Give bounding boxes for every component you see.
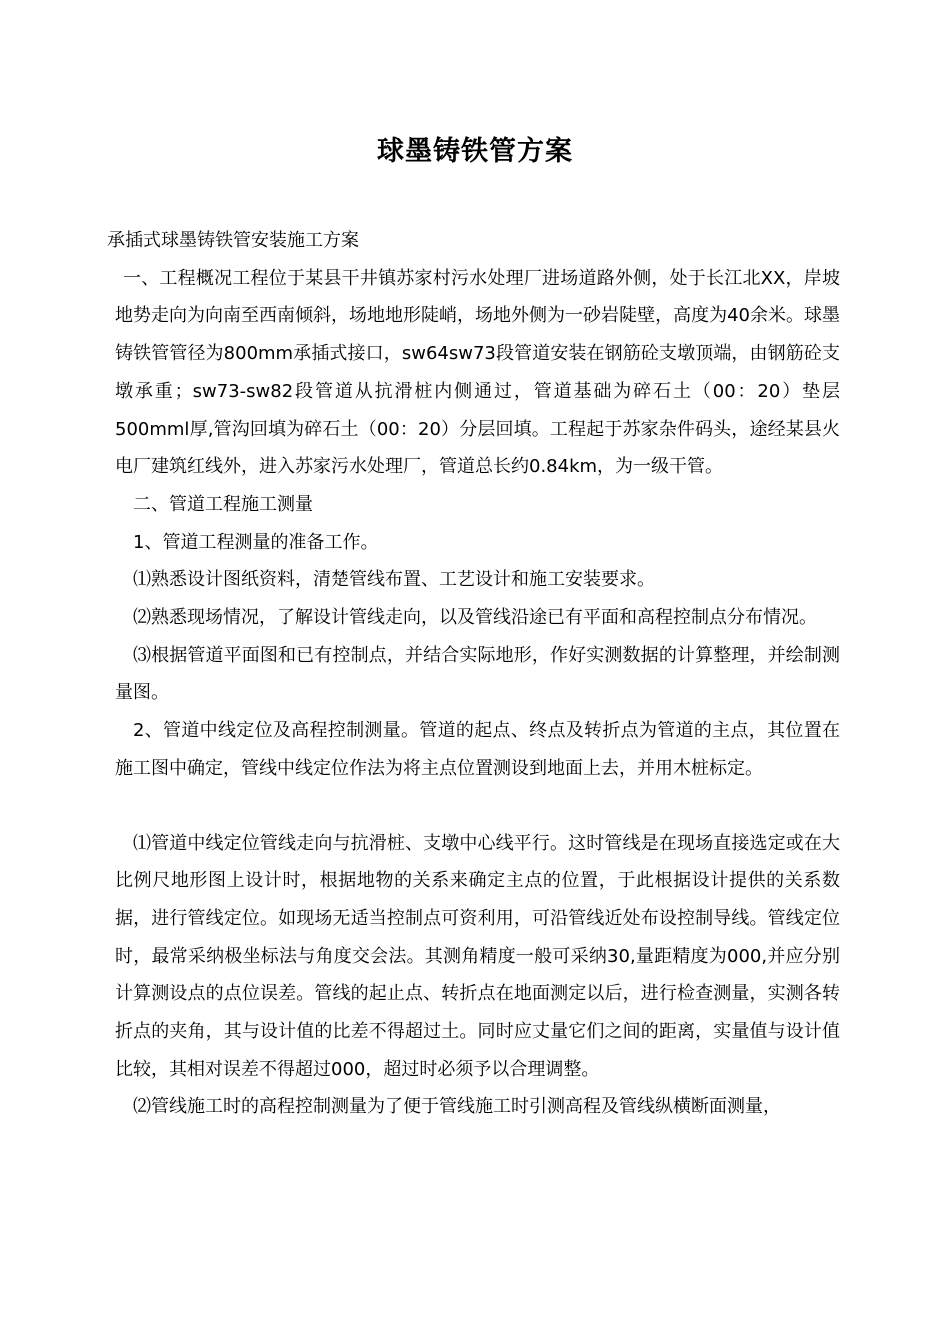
subsection-heading-preparation: 1、管道工程测量的准备工作。 xyxy=(133,531,379,553)
paragraph-elevation-control: ⑵管线施工时的高程控制测量为了便于管线施工时引测高程及管线纵横断面测量， xyxy=(133,1096,781,1118)
paragraph-overview: 一、工程概况工程位于某县干井镇苏家村污水处理厂进场道路外侧，处于长江北XX，岸坡地势走向为向南至西南倾斜，场地地形陡峭，场地外侧为一砂岩陡壁，高度为40余米。球墨铸铁管管径为800mm承插式接口，sw64sw73段管道安装在钢筋砼支墩顶端，由钢筋砼支墩承重；sw73-sw82段管道从抗滑桩内侧通过，管道基础为碎石土（00：20）垫层500mml厚,管沟回填为碎石土（00：20）分层回填。工程起于苏家杂件码头，途经某县火电厂建筑红线外，进入苏家污水处理厂，管道总长约0.84km，为一级干管。 xyxy=(115,267,840,478)
paragraph-gap xyxy=(115,788,840,825)
subsection-heading-centerline: 2、管道中线定位及高程控制测量。管道的起点、终点及转折点为管道的主点，其位置在施工图中确定，管线中线定位作法为将主点位置测设到地面上去，并用木桩标定。 xyxy=(115,720,840,779)
paragraph-item-1: ⑴熟悉设计图纸资料，清楚管线布置、工艺设计和施工安装要求。 xyxy=(133,569,655,591)
document-title: 球墨铸铁管方案 xyxy=(377,136,573,167)
paragraph-item-2: ⑵熟悉现场情况，了解设计管线走向，以及管线沿途已有平面和高程控制点分布情况。 xyxy=(133,607,817,629)
paragraph-item-3: ⑶根据管道平面图和已有控制点，并结合实际地形，作好实测数据的计算整理，并绘制测量图。 xyxy=(115,644,840,704)
paragraph-centerline-positioning: ⑴管道中线定位管线走向与抗滑桩、支墩中心线平行。这时管线是在现场直接选定或在大比例尺地形图上设计时，根据地物的关系来确定主点的位置，于此根据设计提供的关系数据，进行管线定位。如现场无适当控制点可资利用，可沿管线近处布设控制导线。管线定位时，最常采纳极坐标法与角度交会法。其测角精度一般可采纳30,量距精度为000,并应分别计算测设点的点位误差。管线的起止点、转折点在地面测定以后，进行检查测量，实测各转折点的夹角，其与设计值的比差不得超过土。同时应丈量它们之间的距离，实量值与设计值比较，其相对误差不得超过000，超过时必须予以合理调整。 xyxy=(115,832,840,1080)
document-body xyxy=(107,222,840,1126)
document-subtitle: 承插式球墨铸铁管安装施工方案 xyxy=(107,230,359,251)
section-heading-survey: 二、管道工程施工测量 xyxy=(133,493,313,515)
